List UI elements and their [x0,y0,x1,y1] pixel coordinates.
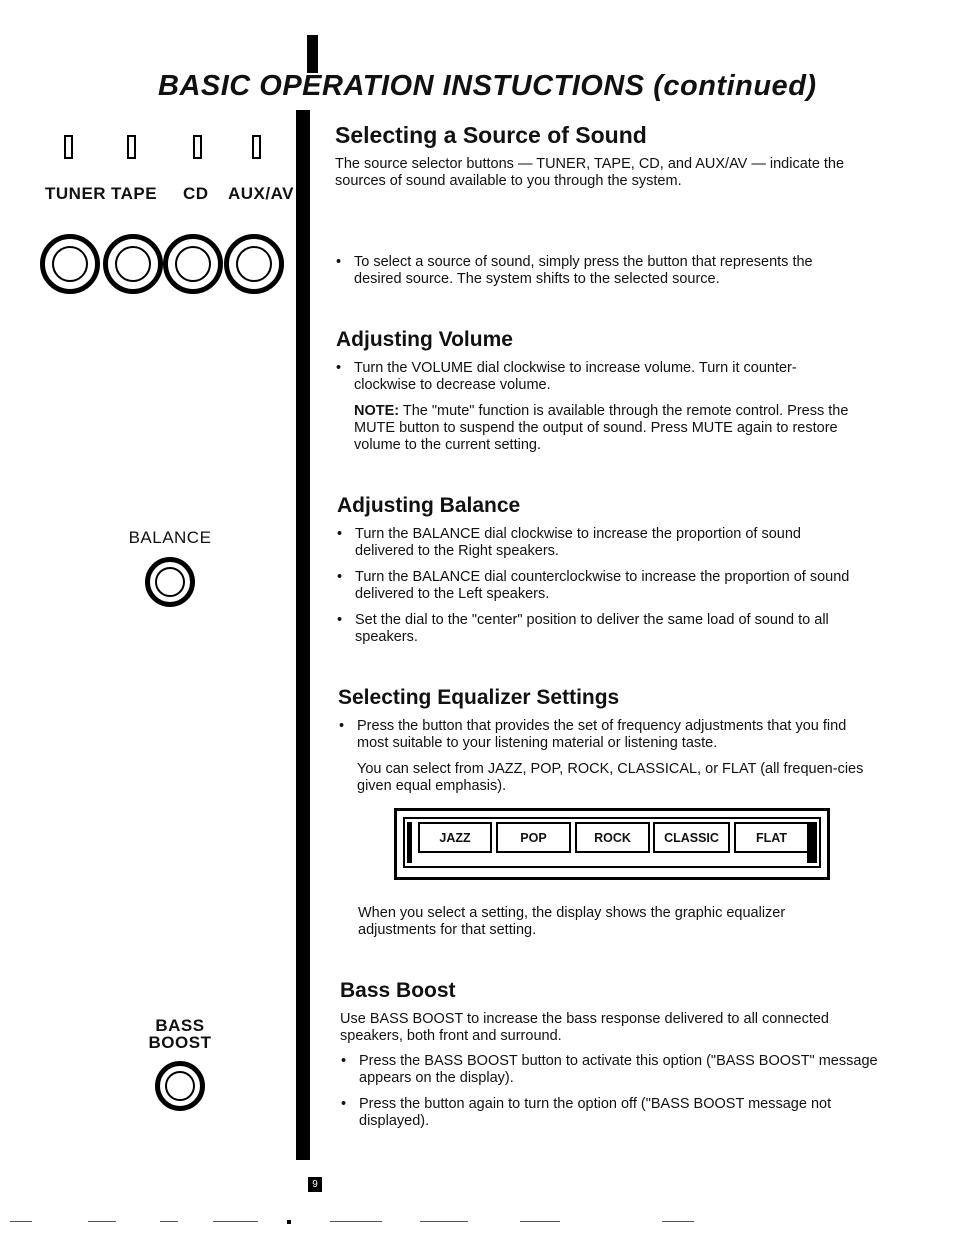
bass-boost-label [120,1017,240,1051]
eq-button-classic: CLASSIC [653,822,730,853]
equalizer-bullet-1: • Press the button that provides the set of frequency adjustments that you find most suitable to your listening material or listening taste. [339,718,859,752]
bass-bullet-2: • Press the button again to turn the option off ("BASS BOOST message not displayed). [341,1096,886,1130]
footer-rule [330,1221,382,1222]
source-knob-icon [103,234,163,294]
equalizer-button-panel [394,808,830,880]
equalizer-para-1: You can select from JAZZ, POP, ROCK, CLASSICAL, or FLAT (all frequen-cies given equal emphasis). [357,761,864,794]
tuner-button-graphic [64,135,73,159]
balance-bullet-3: • Set the dial to the "center" position to deliver the same load of sound to all speakers. [337,612,857,646]
source-intro: The source selector buttons — TUNER, TAPE, CD, and AUX/AV — indicate the sources of sound available to you through the system. [335,156,845,189]
balance-label: BALANCE [128,528,212,547]
header-mark [307,35,318,73]
footer-rule [520,1221,560,1222]
bass-bullet-1: • Press the BASS BOOST button to activate this option ("BASS BOOST" message appears on the display). [341,1053,881,1087]
balance-bullet-1: • Turn the BALANCE dial clockwise to increase the proportion of sound delivered to the Right speakers. [337,526,857,560]
tuner-label: TUNER [45,184,107,203]
volume-note [354,403,876,454]
equalizer-heading: Selecting Equalizer Settings [338,686,620,709]
footer-rule [662,1221,694,1222]
bass-heading: Bass Boost [340,979,456,1002]
source-knob-icon [224,234,284,294]
source-heading: Selecting a Source of Sound [335,122,647,148]
balance-heading: Adjusting Balance [337,494,521,517]
note-text: The "mute" function is available through the remote control. Press the MUTE button to suspend the output of sound. Press MUTE again to restore volume to the current setting. [354,403,849,453]
footer-rule [213,1221,258,1222]
source-bullet-1: • To select a source of sound, simply press the button that represents the desired source. The system shifts to the selected source. [336,254,856,288]
equalizer-para-2: When you select a setting, the display shows the graphic equalizer adjustments for that setting. [358,905,786,938]
eq-button-flat: FLAT [734,822,809,853]
balance-bullet-2: • Turn the BALANCE dial counterclockwise to increase the proportion of sound delivered to the Left speakers. [337,569,857,603]
volume-bullet-1: • Turn the VOLUME dial clockwise to increase volume. Turn it counter-clockwise to decrease volume. [336,360,856,394]
tape-button-graphic [127,135,136,159]
footer-rule [10,1221,32,1222]
auxav-button-graphic [252,135,261,159]
eq-button-jazz: JAZZ [418,822,492,853]
auxav-label: AUX/AV [228,184,294,203]
equalizer-panel-frame [403,817,821,868]
cd-label: CD [183,184,209,203]
tape-label: TAPE [111,184,158,203]
note-label: NOTE: [354,403,400,419]
eq-button-pop: POP [496,822,571,853]
column-divider-bar [296,110,310,1160]
source-knob-icon [40,234,100,294]
footer-rule [88,1221,116,1222]
cd-button-graphic [193,135,202,159]
bass-intro: Use BASS BOOST to increase the bass response delivered to all connected speakers, both front and surround. [340,1011,829,1044]
bass-label-line1: BASS [155,1016,205,1035]
footer-dot [287,1220,291,1224]
panel-edge [407,822,412,863]
page-title: BASIC OPERATION INSTUCTIONS (continued) [158,70,817,102]
volume-heading: Adjusting Volume [336,328,513,351]
page-number: 9 [308,1177,322,1192]
balance-knob-icon [145,557,195,607]
bass-boost-knob-icon [155,1061,205,1111]
footer-rule [420,1221,468,1222]
bass-label-line2: BOOST [148,1033,212,1052]
footer-rule [160,1221,178,1222]
panel-edge [807,822,817,863]
source-knob-icon [163,234,223,294]
eq-button-rock: ROCK [575,822,650,853]
